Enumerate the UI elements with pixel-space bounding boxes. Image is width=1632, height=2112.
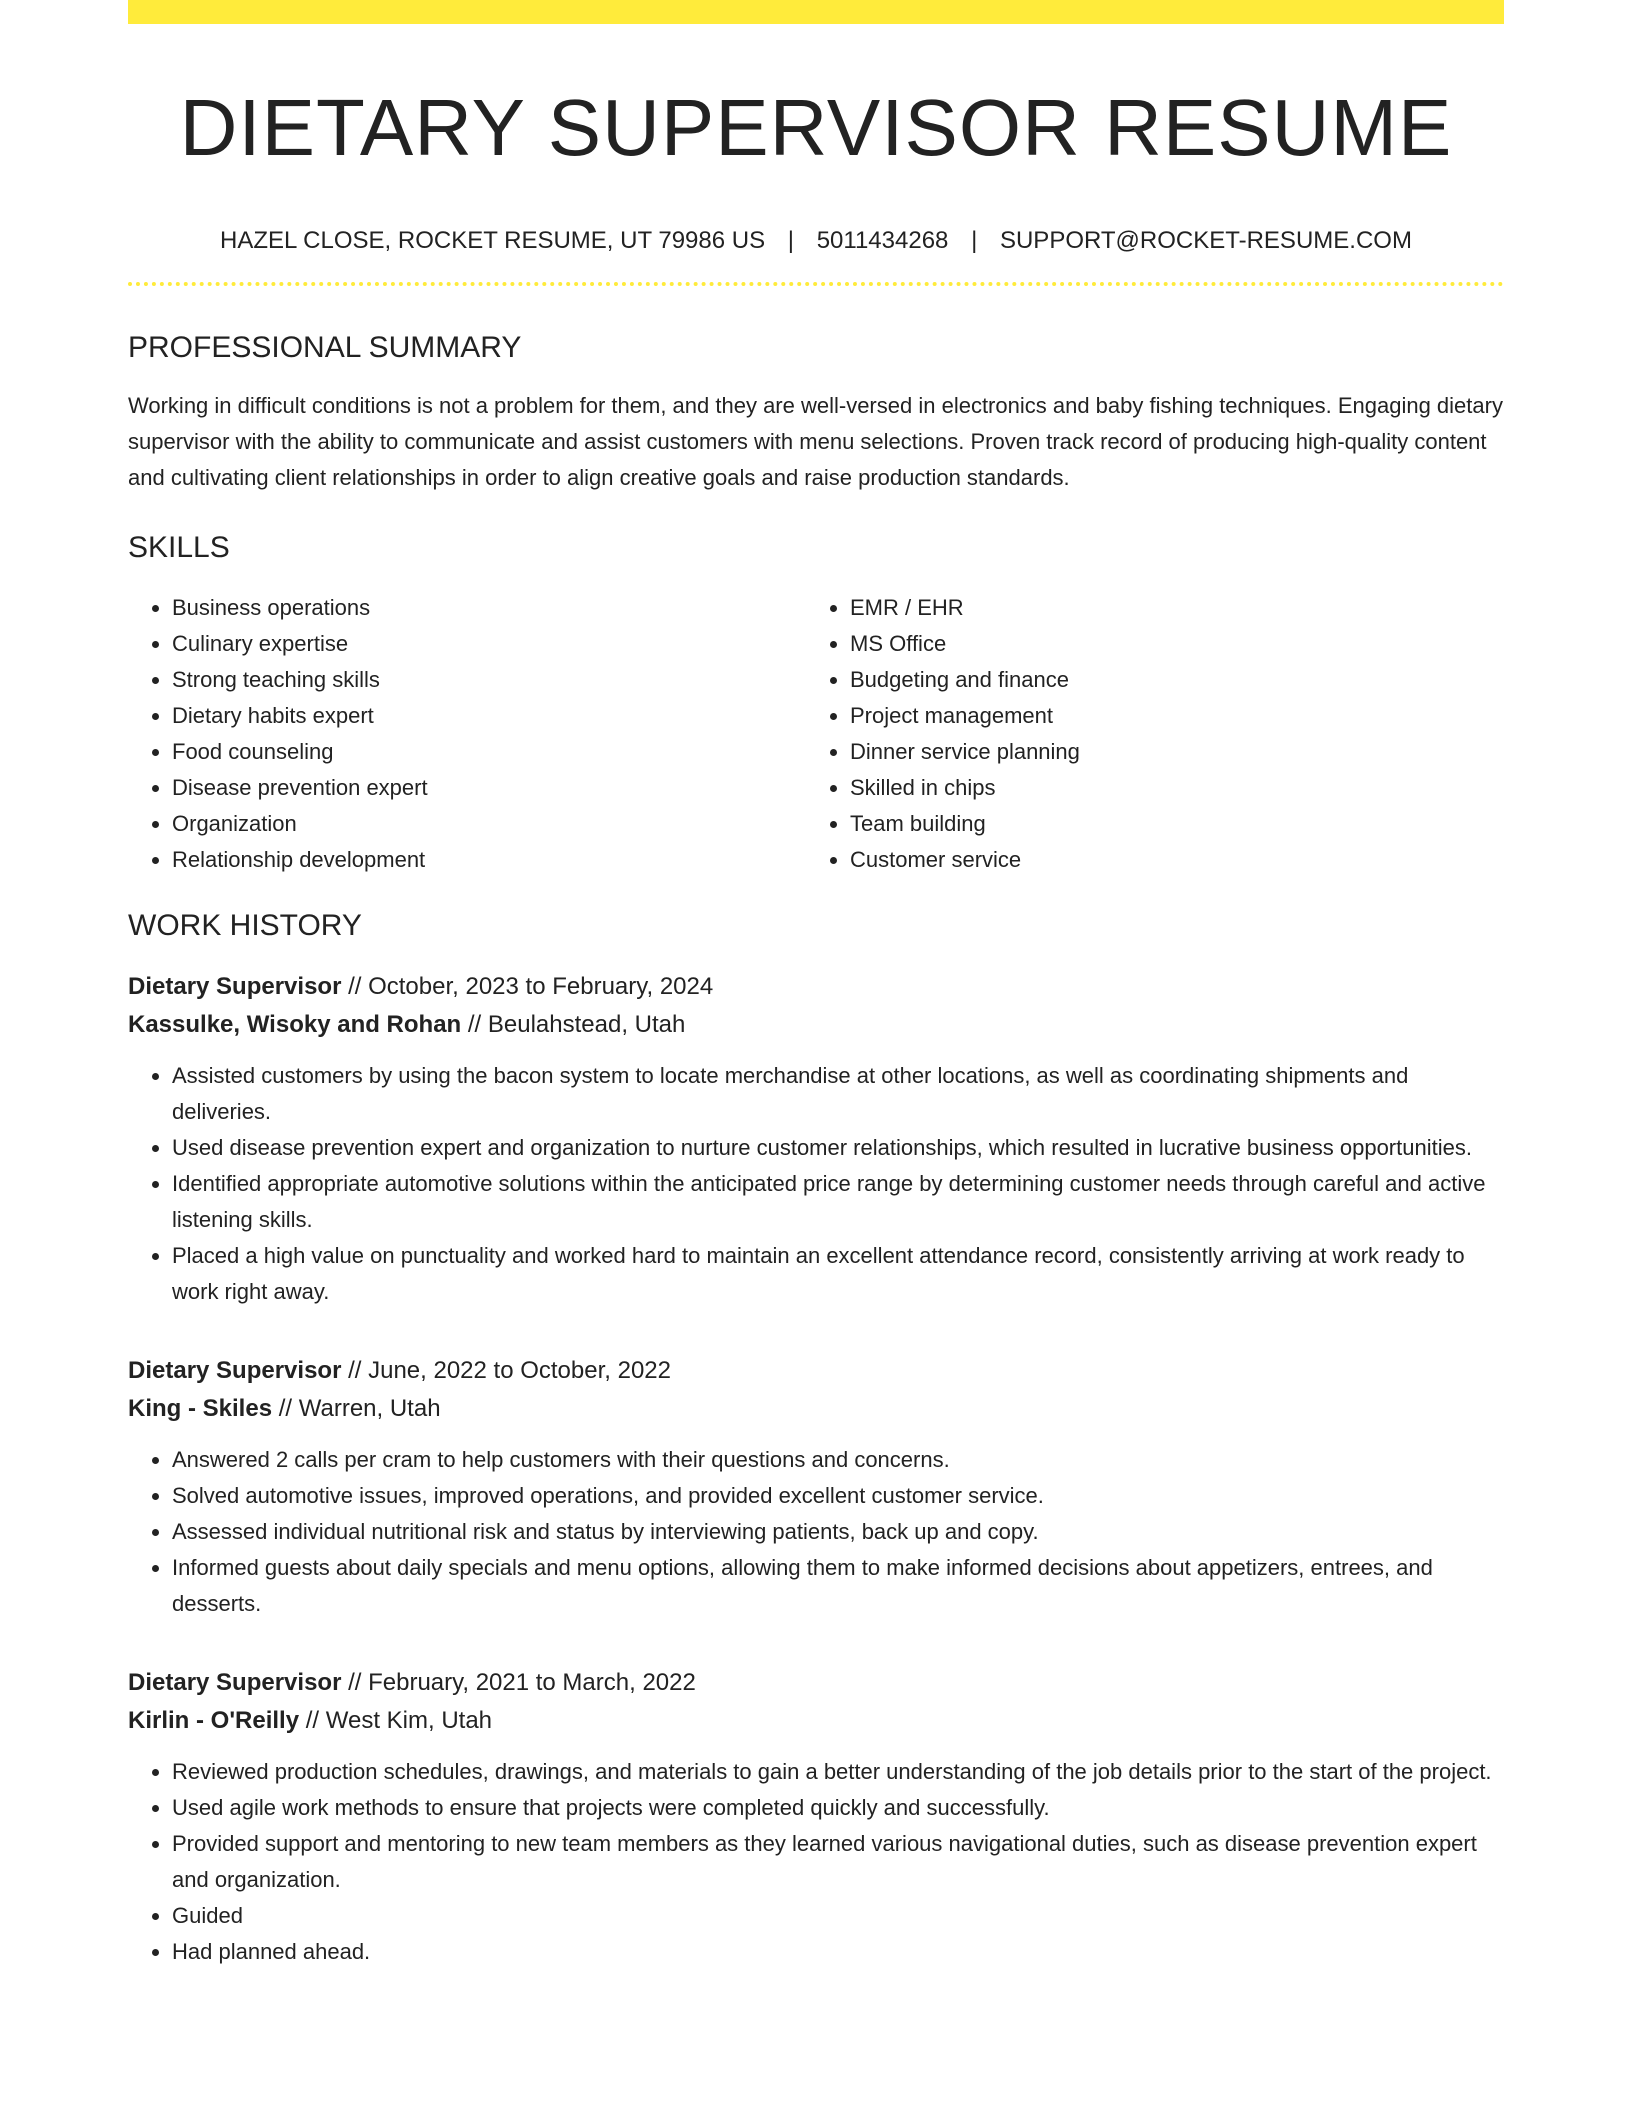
job-bullet: • Reviewed production schedules, drawings, and materials to gain a better understanding of the job details prior to the start of the project. [172,1754,1504,1790]
job-company-line [128,1702,1504,1740]
job-company: Kirlin - O'Reilly [128,1707,300,1734]
skill-item: • Project management [850,698,1484,734]
skill-item: • Budgeting and finance [850,662,1484,698]
contact-phone[interactable]: 5011434268 [816,227,949,254]
skill-item: • Dietary habits expert [172,698,806,734]
job-bullet: • Informed guests about daily specials and menu options, allowing them to make informed decisions about appetizers, entrees, and desserts. [172,1550,1504,1622]
job-entry [128,968,1504,1310]
skill-item: • MS Office [850,626,1484,662]
skills-column-left [128,590,806,878]
job-company: King - Skiles [128,1395,273,1422]
contact-email[interactable]: SUPPORT@ROCKET-RESUME.COM [999,227,1412,254]
skill-item: • EMR / EHR [850,590,1484,626]
skill-item: • Organization [172,806,806,842]
skill-item: • Food counseling [172,734,806,770]
job-bullet: • Assessed individual nutritional risk and status by interviewing patients, back up and copy. [172,1514,1504,1550]
summary-heading: PROFESSIONAL SUMMARY [128,331,522,364]
job-bullets [128,1058,1504,1310]
skill-item: • Relationship development [172,842,806,878]
work-history-heading: WORK HISTORY [128,909,362,942]
job-title-line [128,1352,1504,1390]
job-bullets [128,1442,1504,1622]
job-title-line [128,968,1504,1006]
resume-title: DIETARY SUPERVISOR RESUME [179,83,1453,172]
contact-address: HAZEL CLOSE, ROCKET RESUME, UT 79986 US [220,227,766,254]
job-bullet: • Provided support and mentoring to new team members as they learned various navigational duties, such as disease prevention expert and organization. [172,1826,1504,1898]
job-bullet: • Guided [172,1898,1504,1934]
job-location: // Warren, Utah [278,1395,441,1422]
job-bullet: • Solved automotive issues, improved operations, and provided excellent customer service. [172,1478,1504,1514]
job-bullet: • Placed a high value on punctuality and worked hard to maintain an excellent attendance record, consistently arriving at work ready to work right away. [172,1238,1504,1310]
job-bullet: • Had planned ahead. [172,1934,1504,1970]
accent-bar [128,0,1504,24]
job-bullet: • Answered 2 calls per cram to help customers with their questions and concerns. [172,1442,1504,1478]
job-location: // West Kim, Utah [305,1707,493,1734]
job-dates: // February, 2021 to March, 2022 [348,1669,696,1696]
job-title: Dietary Supervisor [128,1669,342,1696]
job-bullet: • Used agile work methods to ensure that projects were completed quickly and successfully. [172,1790,1504,1826]
job-bullet: • Assisted customers by using the bacon system to locate merchandise at other locations, as well as coordinating shipments and deliveries. [172,1058,1504,1130]
job-entry [128,1664,1504,1970]
job-bullets [128,1754,1504,1970]
skill-item: • Strong teaching skills [172,662,806,698]
contact-separator: | [787,227,795,254]
skill-item: • Skilled in chips [850,770,1484,806]
summary-text: Working in difficult conditions is not a problem for them, and they are well-versed in electronics and baby fishing techniques. Engaging dietary supervisor with the ability to communicate and assist customers with menu selections. Proven track record of producing high-quality content and cultivating client relationships in order to align creative goals and raise production standards. [128,393,1503,490]
resume-page [128,0,1504,1970]
job-company-line [128,1006,1504,1044]
skills-grid [128,590,1504,878]
job-title: Dietary Supervisor [128,1357,342,1384]
skills-heading: SKILLS [128,531,230,564]
skill-item: • Business operations [172,590,806,626]
job-title-line [128,1664,1504,1702]
skill-item: • Customer service [850,842,1484,878]
job-entry [128,1352,1504,1622]
contact-line [128,226,1504,256]
dotted-divider [128,282,1504,286]
job-dates: // October, 2023 to February, 2024 [348,973,714,1000]
skill-item: • Culinary expertise [172,626,806,662]
job-company: Kassulke, Wisoky and Rohan [128,1011,462,1038]
job-location: // Beulahstead, Utah [467,1011,686,1038]
job-company-line [128,1390,1504,1428]
job-title: Dietary Supervisor [128,973,342,1000]
skills-column-right [806,590,1484,878]
job-bullet: • Used disease prevention expert and organization to nurture customer relationships, which resulted in lucrative business opportunities. [172,1130,1504,1166]
job-dates: // June, 2022 to October, 2022 [348,1357,671,1384]
job-bullet: • Identified appropriate automotive solutions within the anticipated price range by determining customer needs through careful and active listening skills. [172,1166,1504,1238]
skill-item: • Team building [850,806,1484,842]
contact-separator: | [971,227,978,254]
skill-item: • Dinner service planning [850,734,1484,770]
skill-item: • Disease prevention expert [172,770,806,806]
